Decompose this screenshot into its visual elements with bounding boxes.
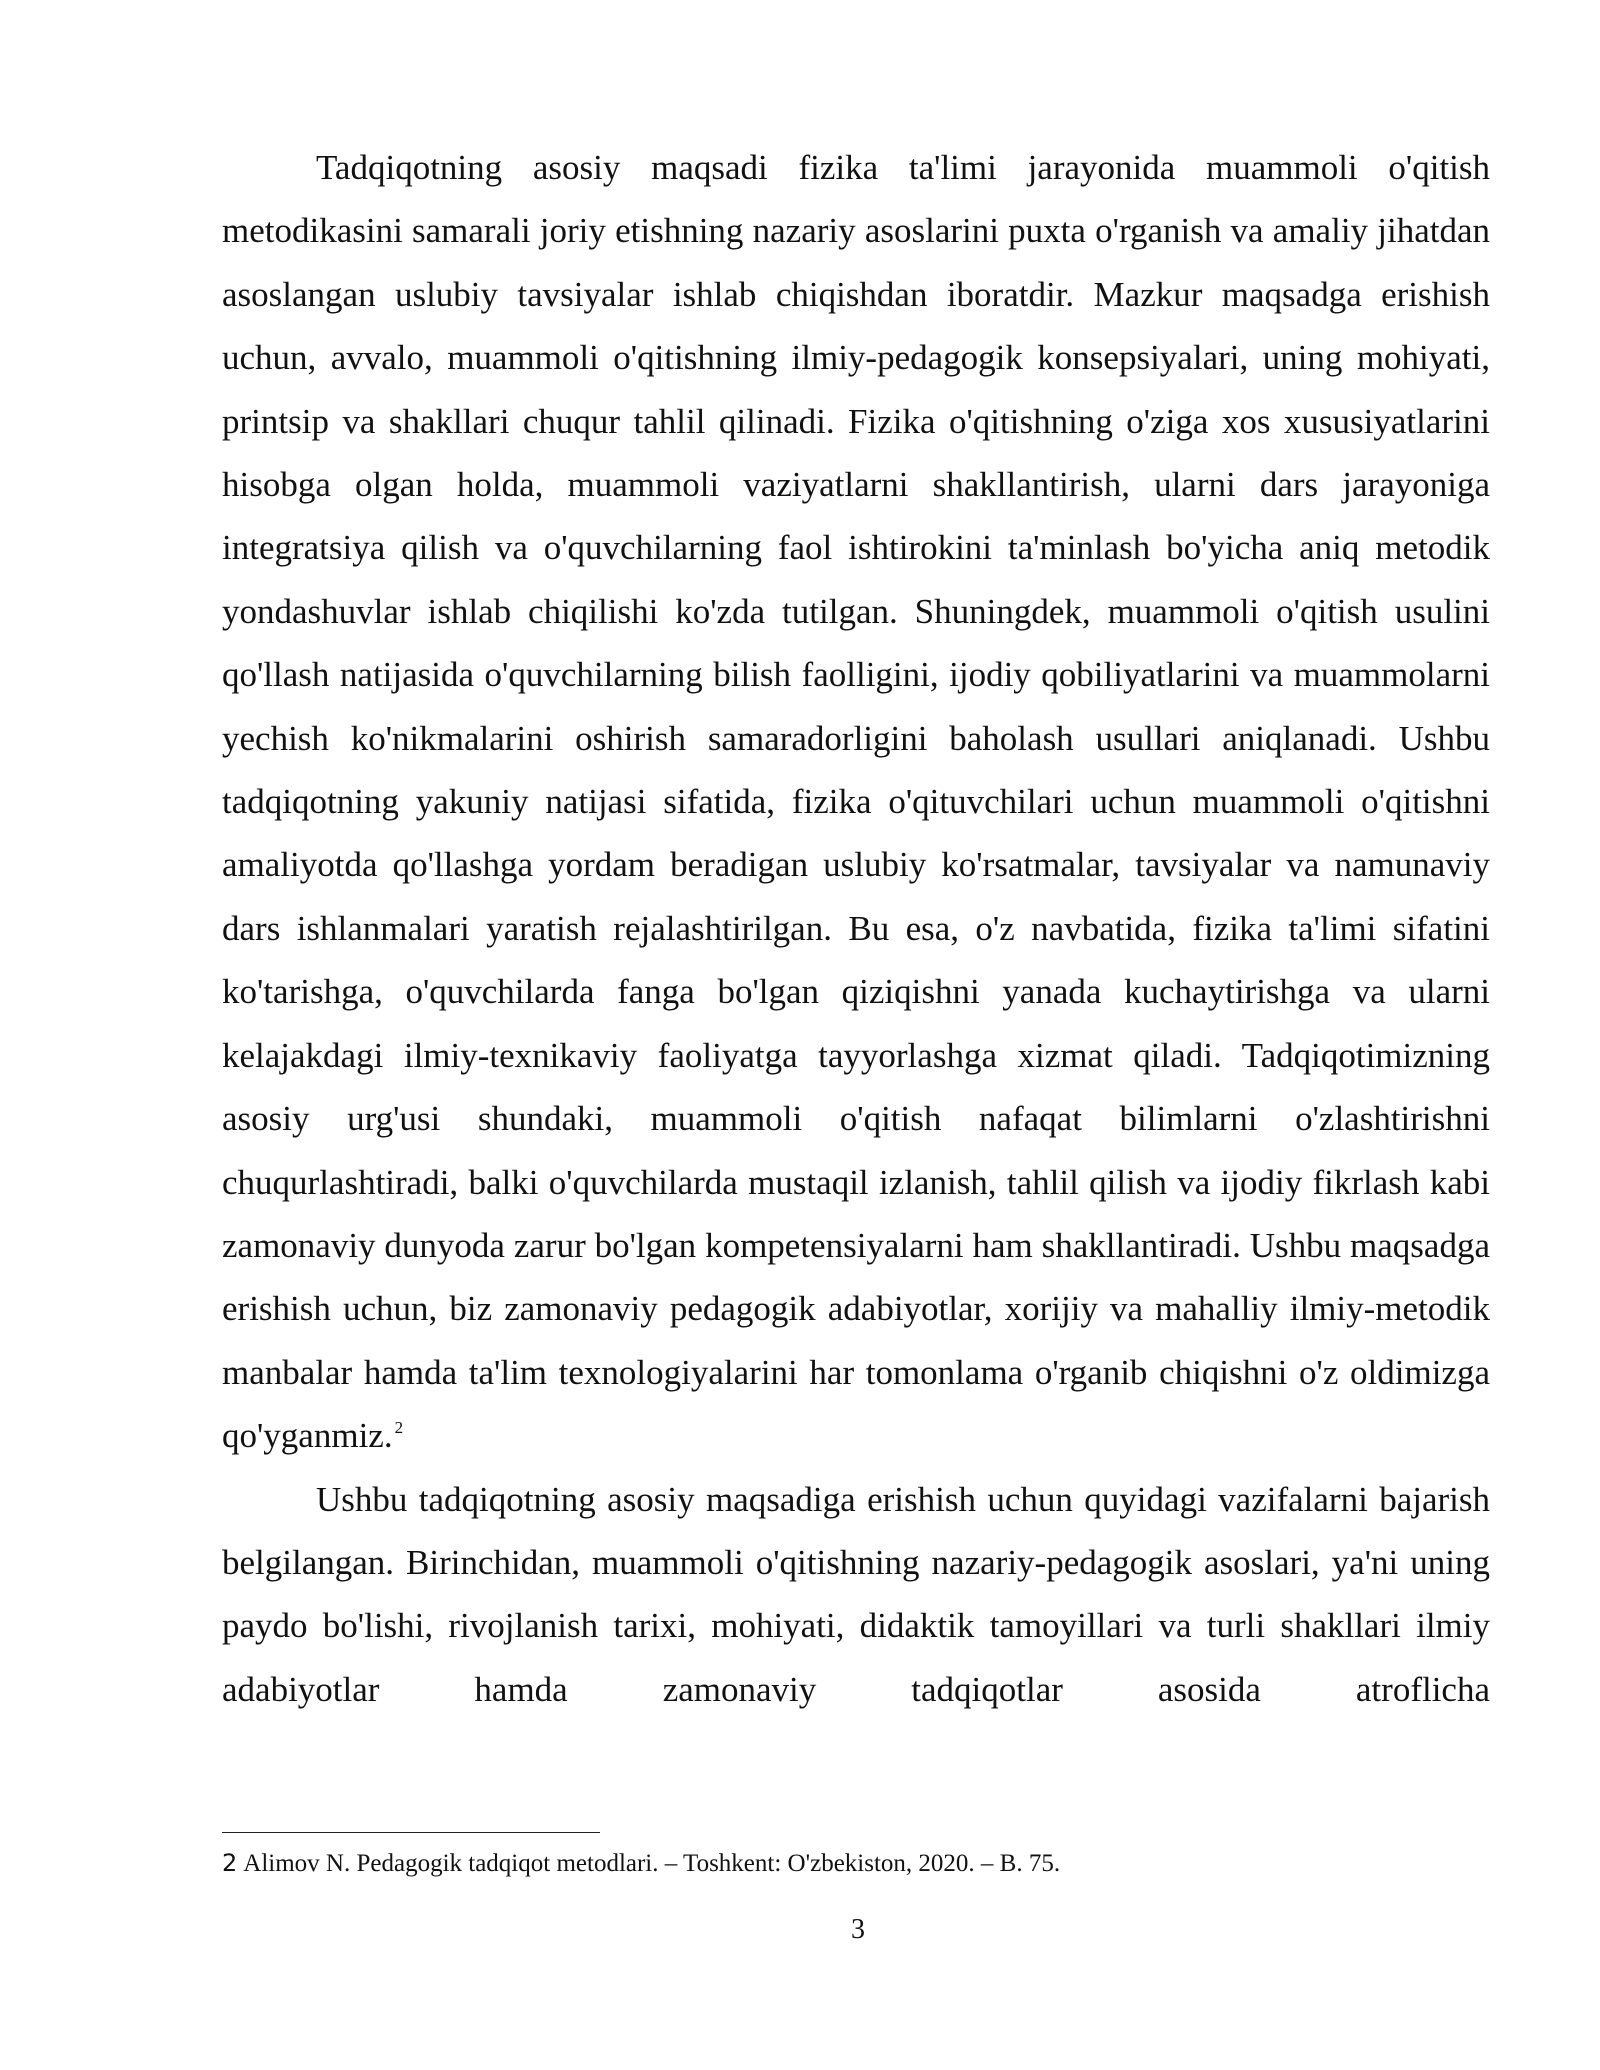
page-number: 3 [851,1914,865,1945]
footnote-separator [222,1832,600,1833]
footnote-text: Alimov N. Pedagogik tadqiqot metodlari. – Toshkent: O'zbekiston, 2020. – B. 75. [243,1850,1061,1877]
footnote-reference[interactable]: 2 [394,1418,404,1438]
paragraph-2 [222,1468,1490,1722]
paragraph-2-text: Ushbu tadqiqotning asosiy maqsadiga erishish uchun quyidagi vazifalarni bajarish belgilangan. Birinchidan, muammoli o'qitishning nazariy-pedagogik asoslari, ya'ni uning paydo bo'lishi, rivojlanish tarixi, mohiyati, didaktik tamoyillari va turli shakllari ilmiy adabiyotlar hamda zamonaviy tadqiqotlar asosida atroflicha [222,1479,1490,1709]
footnote-number: 2 [222,1849,238,1877]
paragraph-1-text: Tadqiqotning asosiy maqsadi fizika ta'limi jarayonida muammoli o'qitish metodikasini samarali joriy etishning nazariy asoslarini puxta o'rganish va amaliy jihatdan asoslangan uslubiy tavsiyalar ishlab chiqishdan iboratdir. Mazkur maqsadga erishish uchun, avvalo, muammoli o'qitishning ilmiy-pedagogik konsepsiyalari, uning mohiyati, printsip va shakllari chuqur tahlil qilinadi. Fizika o'qitishning o'ziga xos xususiyatlarini hisobga olgan holda, muammoli vaziyatlarni shakllantirish, ularni dars jarayoniga integratsiya qilish va o'quvchilarning faol ishtirokini ta'minlash bo'yicha aniq metodik yondashuvlar ishlab chiqilishi ko'zda tutilgan. Shuningdek, muammoli o'qitish usulini qo'llash natijasida o'quvchilarning bilish faolligini, ijodiy qobiliyatlarini va muammolarni yechish ko'nikmalarini oshirish samaradorligini baholash usullari aniqlanadi. Ushbu tadqiqotning yakuniy natijasi sifatida, fizika o'qituvchilari uchun muammoli o'qitishni amaliyotda qo'llashga yordam beradigan uslubiy ko'rsatmalar, tavsiyalar va namunaviy dars ishlanmalari yaratish rejalashtirilgan. Bu esa, o'z navbatida, fizika ta'limi sifatini ko'tarishga, o'quvchilarda fanga bo'lgan qiziqishni yanada kuchaytirishga va ularni kelajakdagi ilmiy-texnikaviy faoliyatga tayyorlashga xizmat qiladi. Tadqiqotimizning asosiy urg'usi shundaki, muammoli o'qitish nafaqat bilimlarni o'zlashtirishni chuqurlashtiradi, balki o'quvchilarda mustaqil izlanish, tahlil qilish va ijodiy fikrlash kabi zamonaviy dunyoda zarur bo'lgan kompetensiyalarni ham shakllantiradi. Ushbu maqsadga erishish uchun, biz zamonaviy pedagogik adabiyotlar, xorijiy va mahalliy ilmiy-metodik manbalar hamda ta'lim texnologiyalarini har tomonlama o'rganib chiqishni o'z oldimizga qo'yganmiz. [222,148,1490,1456]
paragraph-1 [222,136,1490,1468]
footnote [222,1846,1490,1881]
body-text [222,136,1490,1721]
